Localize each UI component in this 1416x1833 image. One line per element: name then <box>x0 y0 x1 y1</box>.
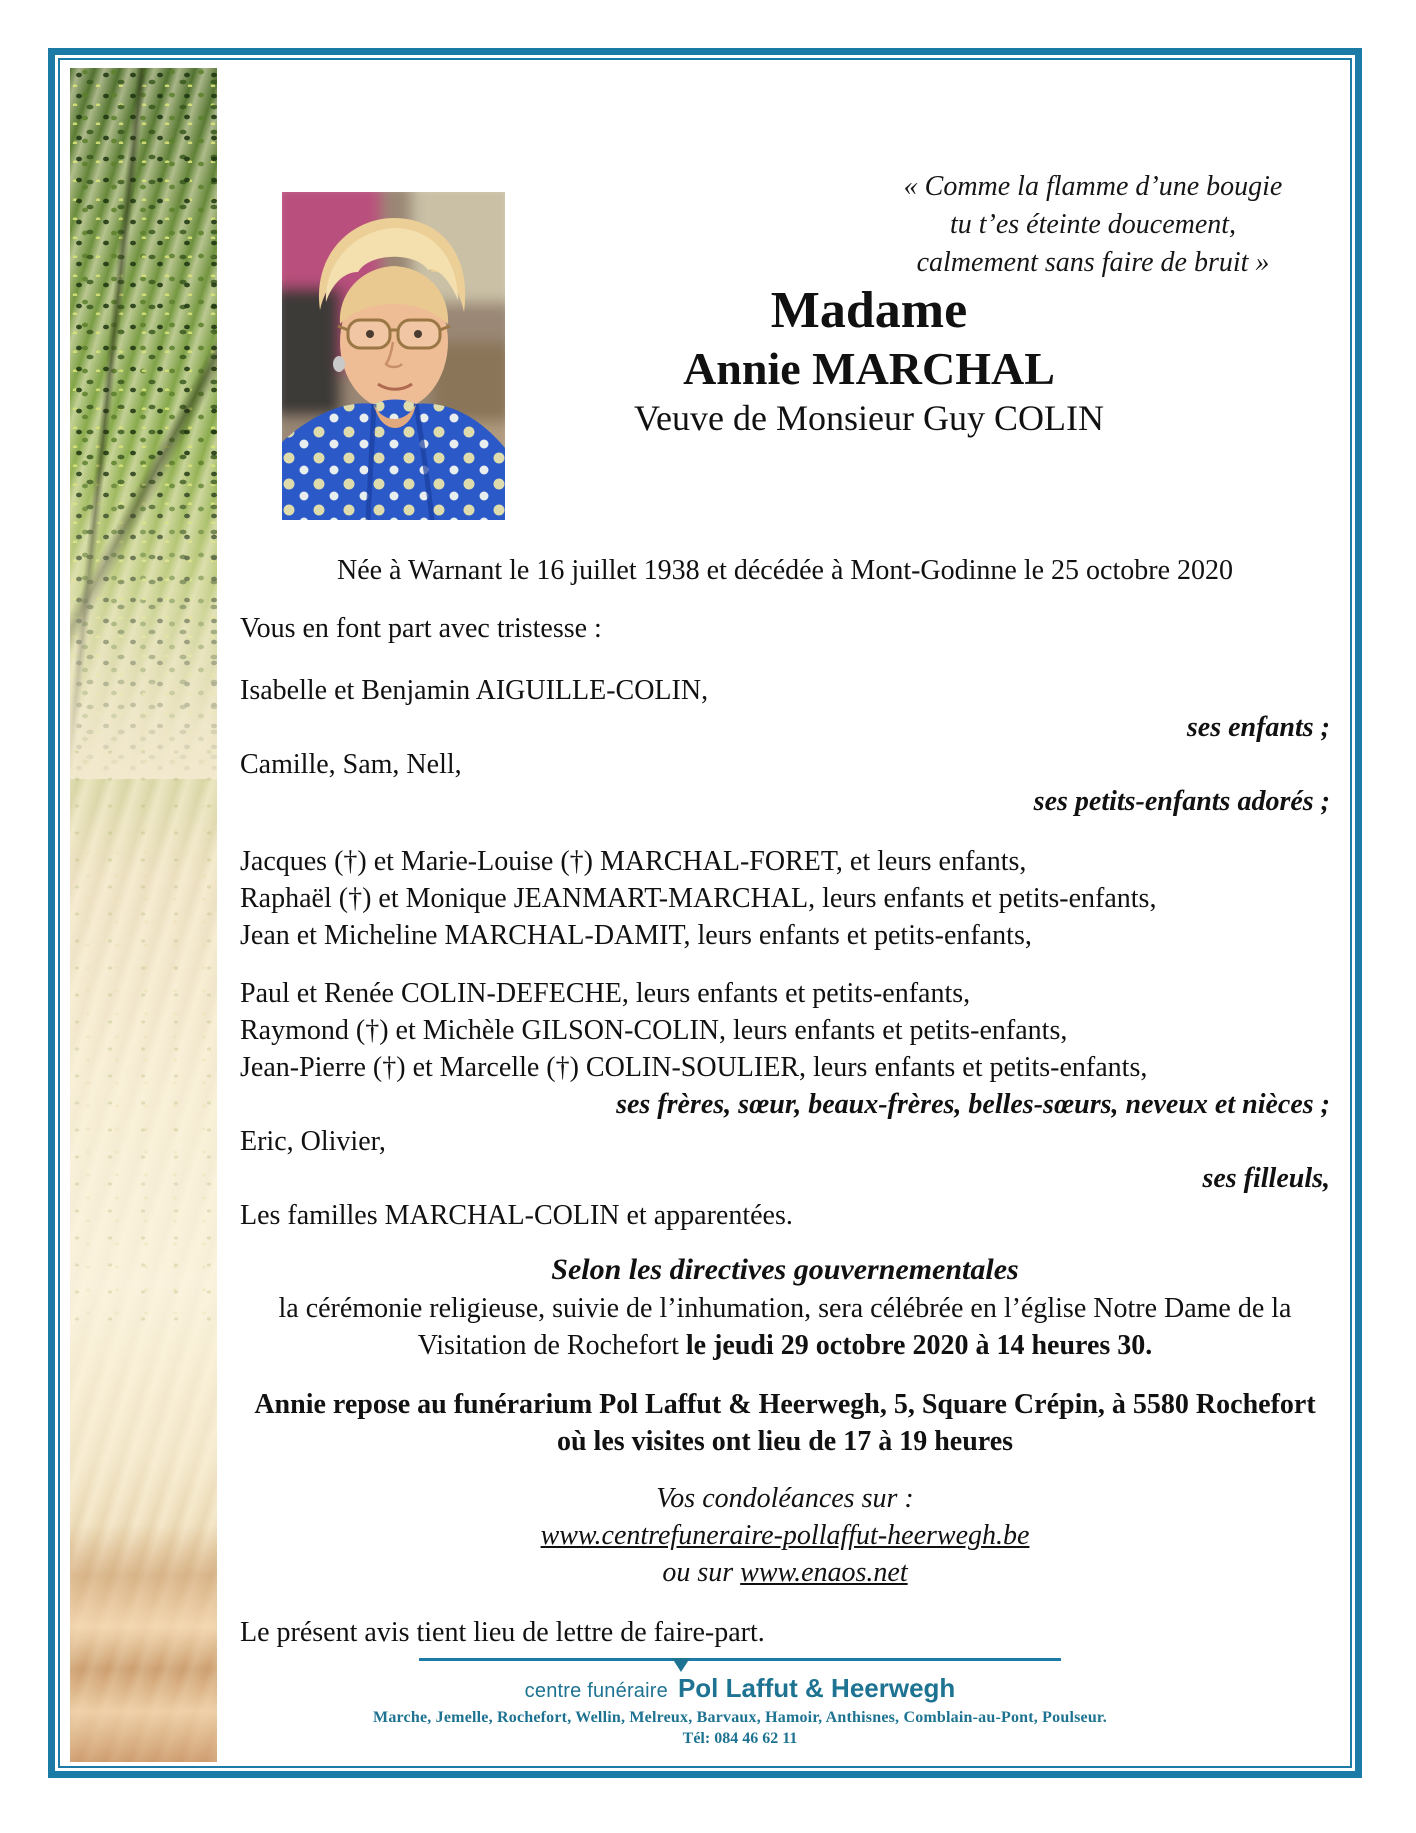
relation-label-grandchildren: ses petits-enfants adorés ; <box>1033 786 1330 817</box>
condolences-url-2[interactable]: www.enaos.net <box>740 1557 908 1588</box>
announcement-body <box>240 552 1330 1651</box>
forest-path-photo <box>70 68 217 1762</box>
repose-line-1: Annie repose au funérarium Pol Laffut & Heerwegh, 5, Square Crépin, à 5580 Rochefort <box>254 1389 1316 1420</box>
government-directive-heading: Selon les directives gouvernementales <box>551 1253 1019 1286</box>
deceased-name: Annie MARCHAL <box>683 343 1055 394</box>
condolences-intro: Vos condoléances sur : <box>656 1483 914 1514</box>
title-block <box>420 280 1318 440</box>
brand-prefix: centre funéraire <box>524 1680 668 1702</box>
memorial-quote <box>856 168 1330 282</box>
ceremony-line-2 <box>240 1327 1330 1364</box>
family-line-children: Isabelle et Benjamin AIGUILLE-COLIN, <box>240 675 709 706</box>
condolences-url-1[interactable]: www.centrefuneraire-pollaffut-heerwegh.be <box>540 1520 1030 1551</box>
family-line-grandchildren: Camille, Sam, Nell, <box>240 749 462 780</box>
footer-divider-line <box>419 1658 1061 1661</box>
funeral-home-logo <box>240 1673 1240 1704</box>
family-line-godsons: Eric, Olivier, <box>240 1126 386 1157</box>
family-line: Jean-Pierre (†) et Marcelle (†) COLIN-SOULIER, leurs enfants et petits-enfants, <box>240 1052 1148 1083</box>
family-line: Jean et Micheline MARCHAL-DAMIT, leurs enfants et petits-enfants, <box>240 920 1032 951</box>
footer-phone: Tél: 084 46 62 11 <box>682 1730 798 1747</box>
ceremony-date-time: le jeudi 29 octobre 2020 à 14 heures 30. <box>685 1330 1153 1361</box>
condolences-or-prefix: ou sur <box>662 1557 741 1588</box>
ceremony-line-2-normal: Visitation de Rochefort <box>417 1330 686 1361</box>
life-dates: Née à Warnant le 16 juillet 1938 et décédée à Mont-Godinne le 25 octobre 2020 <box>336 555 1234 586</box>
relation-label-children: ses enfants ; <box>1186 712 1330 743</box>
faire-part-notice: Le présent avis tient lieu de lettre de faire-part. <box>240 1617 765 1648</box>
relation-label-siblings: ses frères, sœur, beaux-frères, belles-sœurs, neveux et nièces ; <box>616 1089 1330 1120</box>
repose-line-2: où les visites ont lieu de 17 à 19 heures <box>556 1426 1014 1457</box>
relation-label-godsons: ses filleuls, <box>1202 1163 1330 1194</box>
family-line: Paul et Renée COLIN-DEFECHE, leurs enfants et petits-enfants, <box>240 978 971 1009</box>
ceremony-line-1: la cérémonie religieuse, suivie de l’inhumation, sera célébrée en l’église Notre Dame de la <box>278 1293 1292 1324</box>
triangle-down-icon <box>672 1658 690 1672</box>
title-salutation: Madame <box>770 282 968 339</box>
family-line: Jacques (†) et Marie-Louise (†) MARCHAL-FORET, et leurs enfants, <box>240 846 1027 877</box>
intro-line: Vous en font part avec tristesse : <box>240 613 602 644</box>
condolences-alt-line <box>240 1554 1330 1591</box>
funeral-home-footer <box>240 1658 1240 1748</box>
family-line: Raphaël (†) et Monique JEANMART-MARCHAL, leurs enfants et petits-enfants, <box>240 883 1157 914</box>
family-line-families: Les familles MARCHAL-COLIN et apparentées. <box>240 1200 793 1231</box>
brand-name: Pol Laffut & Heerwegh <box>678 1673 955 1704</box>
family-line: Raymond (†) et Michèle GILSON-COLIN, leurs enfants et petits-enfants, <box>240 1015 1068 1046</box>
quote-line-2: tu t’es éteinte doucement, <box>949 209 1237 240</box>
quote-line-1: « Comme la flamme d’une bougie <box>903 171 1283 202</box>
quote-line-3: calmement sans faire de bruit » <box>916 247 1270 278</box>
title-subtitle: Veuve de Monsieur Guy COLIN <box>634 398 1104 438</box>
footer-locations: Marche, Jemelle, Rochefort, Wellin, Melreux, Barvaux, Hamoir, Anthisnes, Comblain-au-Pont, Poulseur. <box>373 1709 1107 1726</box>
